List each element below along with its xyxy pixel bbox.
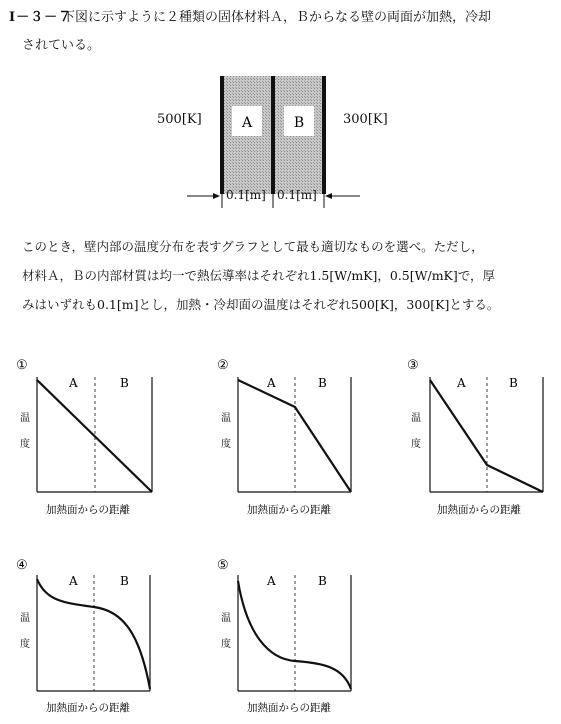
option-3-graph[interactable]: [405, 355, 555, 520]
region-b-label: B: [318, 376, 327, 390]
y-label-1: 温: [221, 613, 231, 624]
y-label-2: 度: [221, 439, 231, 450]
dimension-arrows: [185, 186, 365, 206]
region-a-label: A: [457, 376, 466, 390]
right-cooled-surface: [322, 76, 326, 194]
temperature-curve: [430, 380, 543, 492]
option-number: ②: [217, 358, 229, 373]
option-number: ①: [16, 358, 28, 373]
option-number: ⑤: [217, 558, 229, 573]
label-a: A: [241, 115, 253, 131]
region-a-label: A: [267, 574, 276, 588]
y-label-1: 温: [20, 413, 30, 424]
question-number: Ⅰ－３－７: [9, 10, 73, 25]
region-b-label: B: [509, 376, 518, 390]
question-text-line2: されている。: [22, 38, 101, 53]
x-label: 加熱面からの距離: [247, 504, 331, 516]
option-number: ③: [407, 358, 419, 373]
region-a-label: A: [69, 574, 78, 588]
y-label-2: 度: [20, 639, 30, 650]
condition-text-line2: 材料Ａ，Ｂの内部材質は均一で熱伝導率はそれぞれ1.5[W/mK]，0.5[W/mK]で，厚: [22, 268, 496, 283]
temperature-curve: [37, 380, 152, 492]
y-label-1: 温: [20, 613, 30, 624]
option-2-graph[interactable]: [215, 355, 365, 520]
label-b: B: [293, 115, 305, 131]
x-label: 加熱面からの距離: [46, 702, 130, 714]
thickness-b: 0.1[m]: [277, 188, 317, 202]
region-a-label: A: [267, 376, 276, 390]
y-label-2: 度: [20, 439, 30, 450]
condition-text-line1: このとき，壁内部の温度分布を表すグラフとして最も適切なものを選べ。ただし，: [22, 239, 484, 254]
y-label-2: 度: [221, 639, 231, 650]
right-temperature: 300[K]: [343, 112, 388, 127]
y-label-1: 温: [221, 413, 231, 424]
region-a-label: A: [69, 376, 78, 390]
left-temperature: 500[K]: [157, 112, 202, 127]
option-1-graph[interactable]: [14, 355, 164, 520]
x-label: 加熱面からの距離: [437, 504, 521, 516]
option-4-graph[interactable]: [14, 555, 164, 720]
left-heated-surface: [220, 76, 224, 194]
thickness-a: 0.1[m]: [226, 188, 266, 202]
y-label-2: 度: [411, 439, 421, 450]
question-text-line1: 下図に示すように２種類の固体材料Ａ，Ｂからなる壁の両面が加熱，冷却: [62, 10, 492, 25]
interface-line: [271, 76, 275, 194]
x-label: 加熱面からの距離: [46, 504, 130, 516]
temperature-curve: [238, 380, 351, 492]
region-b-label: B: [120, 376, 129, 390]
region-b-label: B: [318, 574, 327, 588]
temperature-curve: [238, 581, 351, 689]
x-label: 加熱面からの距離: [247, 702, 331, 714]
condition-text-line3: みはいずれも0.1[m]とし，加熱・冷却面の温度はそれぞれ500[K]，300[K]とする。: [22, 297, 500, 312]
y-label-1: 温: [411, 413, 421, 424]
option-5-graph[interactable]: [215, 555, 365, 720]
temperature-curve: [37, 579, 150, 689]
region-b-label: B: [120, 574, 129, 588]
option-number: ④: [16, 558, 28, 573]
